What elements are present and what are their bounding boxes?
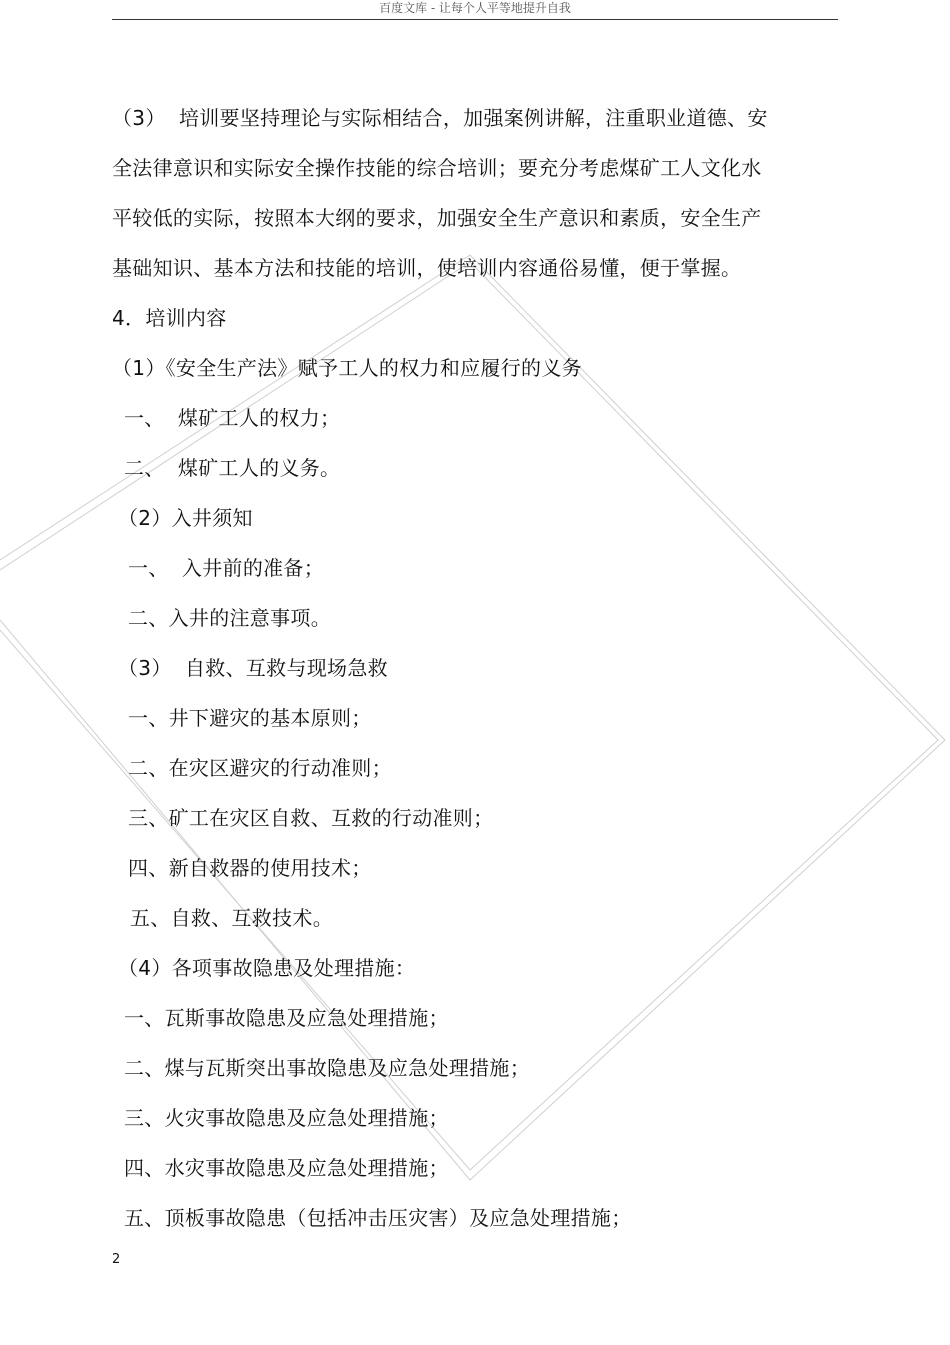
- subsection-heading: （2）入井须知: [118, 506, 253, 530]
- paragraph-line: 全法律意识和实际安全操作技能的综合培训；要充分考虑煤矿工人文化水: [112, 156, 762, 180]
- list-item: 二、 煤矿工人的义务。: [124, 456, 341, 480]
- list-item: 二、入井的注意事项。: [128, 606, 331, 630]
- list-item: 一、 煤矿工人的权力；: [124, 406, 341, 430]
- page-header: 百度文库 - 让每个人平等地提升自我: [379, 1, 571, 15]
- subsection-heading: （3） 自救、互救与现场急救: [118, 656, 388, 680]
- list-item: 二、在灾区避灾的行动准则；: [128, 756, 392, 780]
- section-heading: 4．培训内容: [112, 306, 227, 330]
- list-item: 三、火灾事故隐患及应急处理措施；: [124, 1106, 449, 1130]
- paragraph-line: 平较低的实际，按照本大纲的要求，加强安全生产意识和素质，安全生产: [112, 206, 762, 230]
- subsection-heading: （1）《安全生产法》赋予工人的权力和应履行的义务: [112, 356, 582, 380]
- list-item: 三、矿工在灾区自救、互救的行动准则；: [128, 806, 494, 830]
- list-item: 五、顶板事故隐患（包括冲击压灾害）及应急处理措施；: [124, 1206, 632, 1230]
- list-item: 四、水灾事故隐患及应急处理措施；: [124, 1156, 449, 1180]
- paragraph-line: 基础知识、基本方法和技能的培训，使培训内容通俗易懂，便于掌握。: [112, 256, 742, 280]
- page-number: 2: [112, 1252, 121, 1267]
- list-item: 一、瓦斯事故隐患及应急处理措施；: [124, 1006, 449, 1030]
- paragraph-line: （3） 培训要坚持理论与实际相结合，加强案例讲解，注重职业道德、安: [112, 106, 768, 130]
- list-item: 四、新自救器的使用技术；: [128, 856, 372, 880]
- list-item: 二、煤与瓦斯突出事故隐患及应急处理措施；: [124, 1056, 530, 1080]
- subsection-heading: （4）各项事故隐患及处理措施：: [118, 956, 416, 980]
- list-item: 五、自救、互救技术。: [130, 906, 333, 930]
- list-item: 一、井下避灾的基本原则；: [128, 706, 372, 730]
- list-item: 一、 入井前的准备；: [128, 556, 325, 580]
